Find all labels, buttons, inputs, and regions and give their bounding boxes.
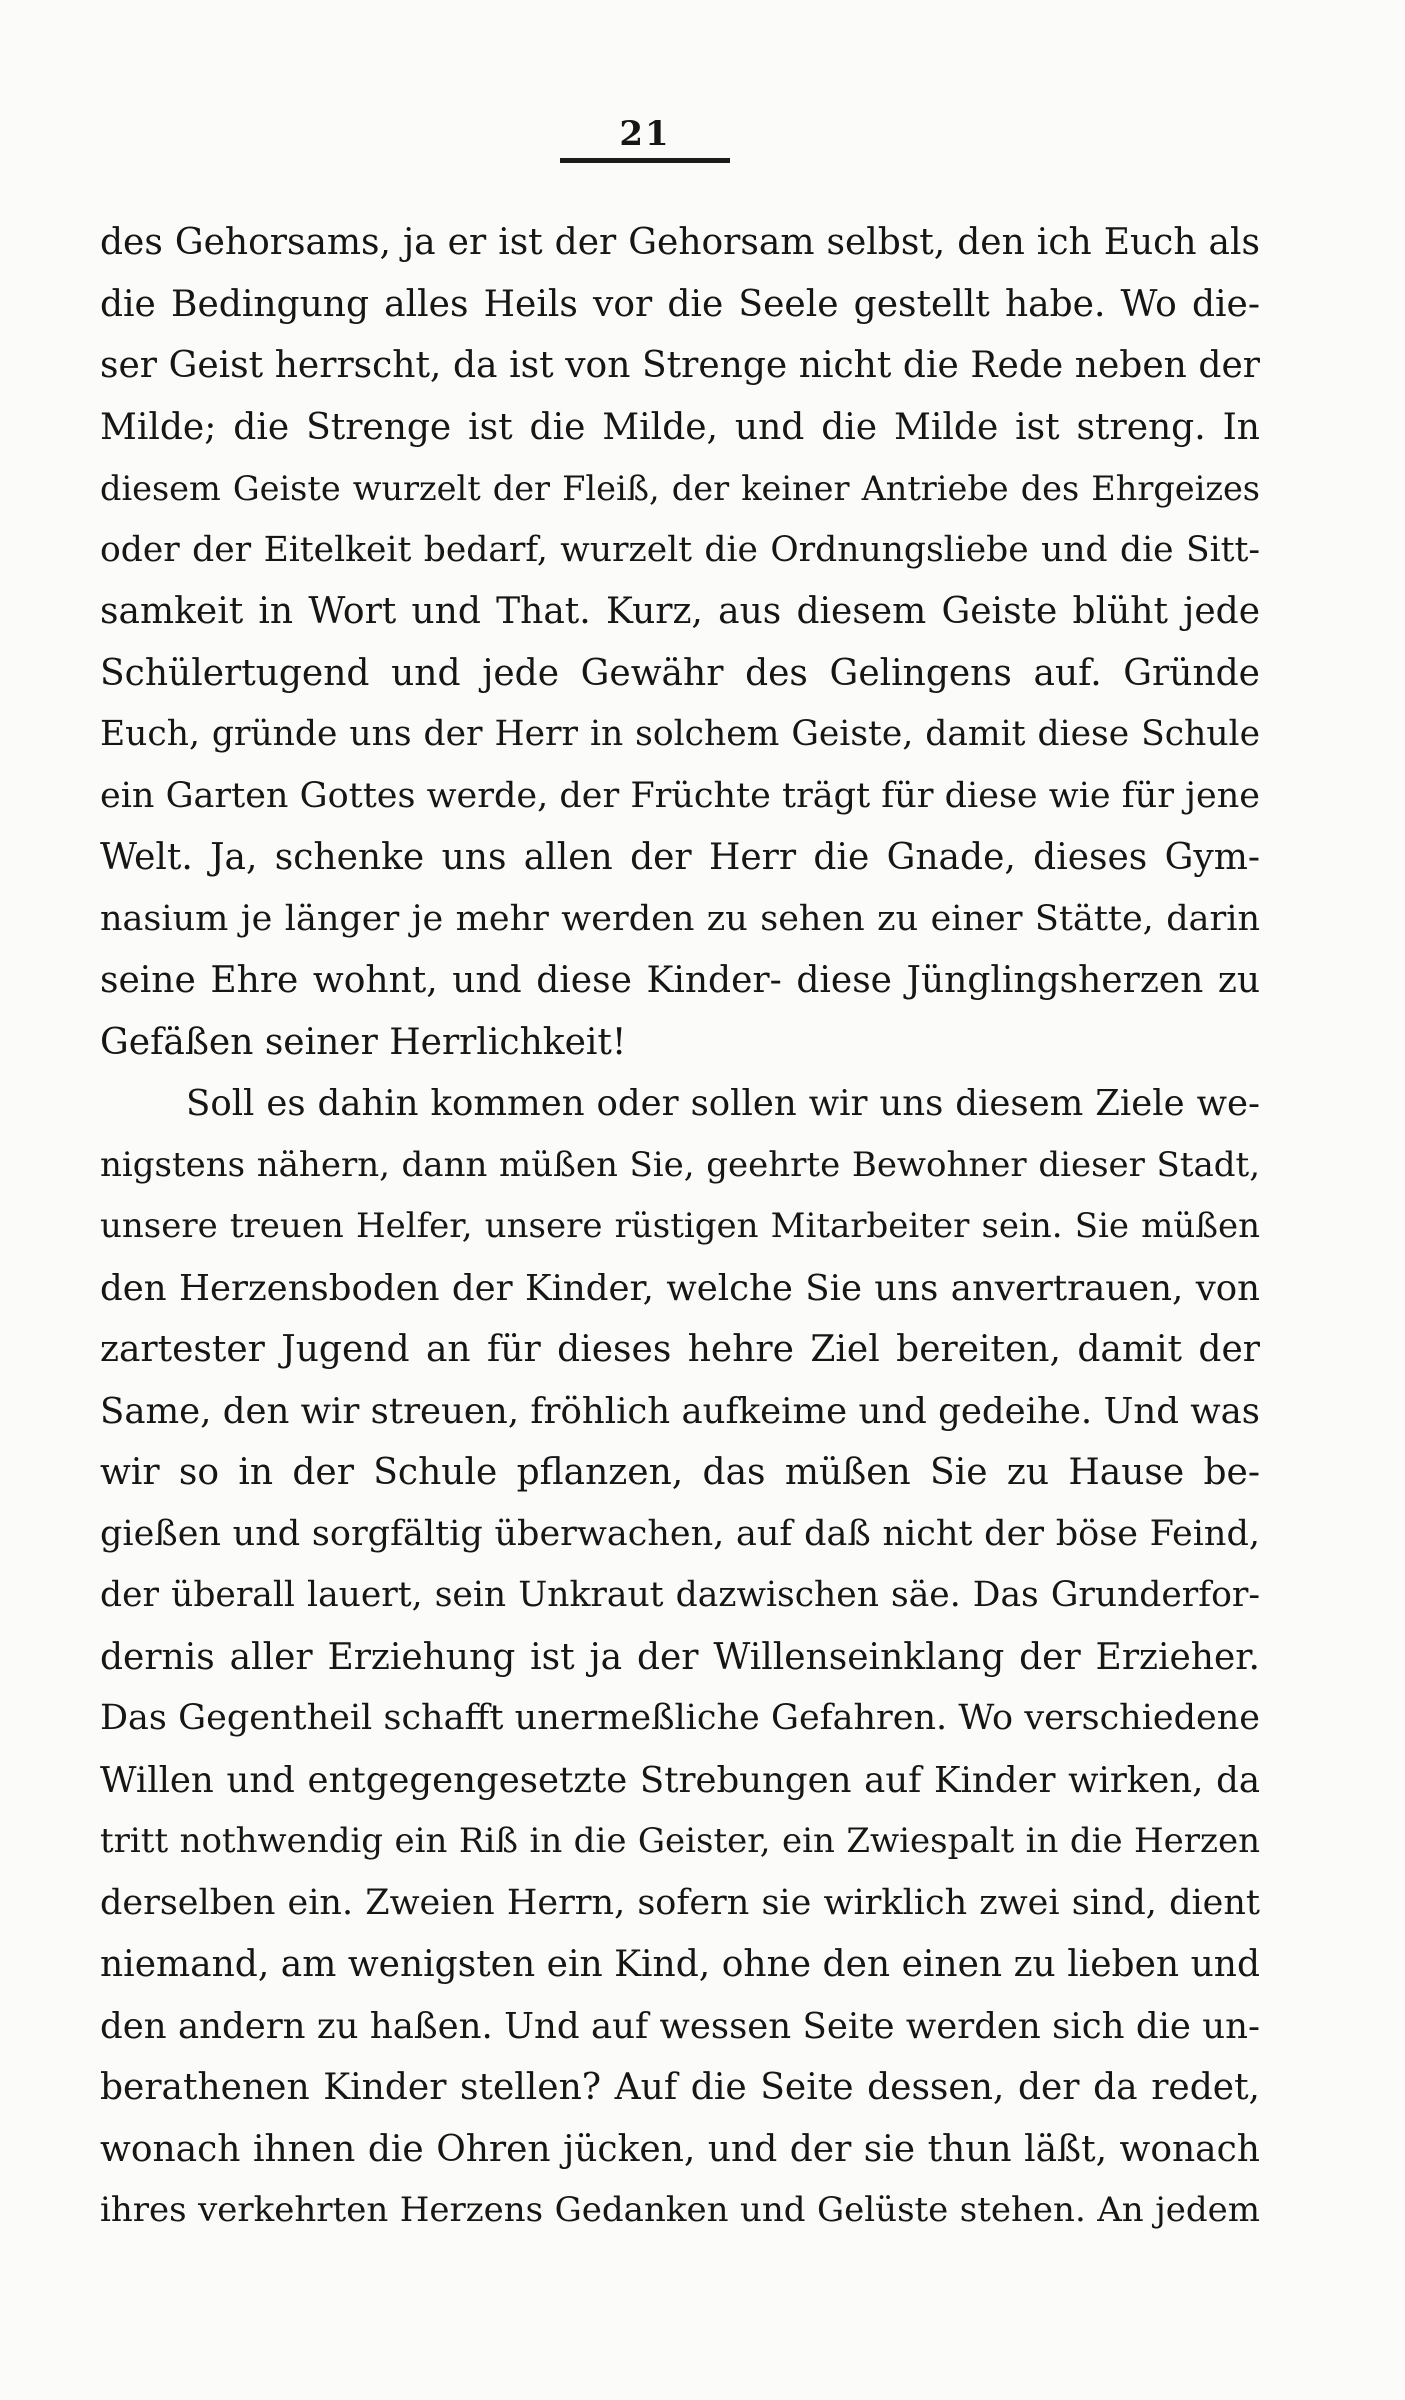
text-line: tritt nothwendig ein Riß in die Geister, ein Zwiespalt in die Herzen	[100, 1821, 1260, 1861]
text-line: die Bedingung alles Heils vor die Seele gestellt habe. Wo die-	[100, 283, 1260, 325]
header-rule	[560, 158, 730, 163]
paragraph	[100, 212, 1260, 1073]
text-line: gießen und sorgfältig überwachen, auf daß nicht der böse Feind,	[100, 1513, 1260, 1554]
text-line: seine Ehre wohnt, und diese Kinder- diese Jünglingsherzen zu	[100, 960, 1260, 1001]
text-line: diesem Geiste wurzelt der Fleiß, der keiner Antriebe des Ehrgeizes	[100, 469, 1260, 508]
page-header	[560, 112, 730, 163]
text-line: dernis aller Erziehung ist ja der Willenseinklang der Erzieher.	[100, 1636, 1260, 1678]
text-line: Willen und entgegengesetzte Strebungen auf Kinder wirken, da	[100, 1759, 1260, 1801]
text-line: nigstens nähern, dann müßen Sie, geehrte Bewohner dieser Stadt,	[100, 1144, 1260, 1185]
text-line: derselben ein. Zweien Herrn, sofern sie wirklich zwei sind, dient	[100, 1882, 1260, 1923]
text-line: nasium je länger je mehr werden zu sehen zu einer Stätte, darin	[100, 898, 1260, 939]
text-line: der überall lauert, sein Unkraut dazwischen säe. Das Grunderfor-	[100, 1575, 1260, 1615]
text-line: Welt. Ja, schenke uns allen der Herr die Gnade, dieses Gym-	[100, 837, 1260, 878]
text-line: ihres verkehrten Herzens Gedanken und Gelüste stehen. An jedem	[100, 2190, 1260, 2230]
text-line: Schülertugend und jede Gewähr des Gelingens auf. Gründe	[100, 652, 1260, 694]
text-line: den Herzensboden der Kinder, welche Sie uns anvertrauen, von	[100, 1267, 1260, 1309]
text-line: unsere treuen Helfer, unsere rüstigen Mitarbeiter sein. Sie müßen	[100, 1206, 1260, 1246]
text-line: ser Geist herrscht, da ist von Strenge nicht die Rede neben der	[100, 345, 1260, 386]
text-line: Euch, gründe uns der Herr in solchem Geiste, damit diese Schule	[100, 714, 1260, 754]
text-line: wir so in der Schule pflanzen, das müßen Sie zu Hause be-	[100, 1452, 1260, 1493]
text-line: wonach ihnen die Ohren jücken, und der sie thun läßt, wonach	[100, 2128, 1260, 2170]
text-line: samkeit in Wort und That. Kurz, aus diesem Geiste blüht jede	[100, 591, 1260, 632]
text-line: Same, den wir streuen, fröhlich aufkeime und gedeihe. Und was	[100, 1390, 1260, 1432]
text-line: Milde; die Strenge ist die Milde, und die Milde ist streng. In	[100, 406, 1260, 448]
text-line: Gefäßen seiner Herrlichkeit!	[100, 1021, 627, 1063]
text-line: den andern zu haßen. Und auf wessen Seite werden sich die un-	[100, 2005, 1260, 2047]
body-text	[100, 212, 1260, 2242]
text-line: Soll es dahin kommen oder sollen wir uns diesem Ziele we-	[186, 1083, 1260, 1124]
text-line: des Gehorsams, ja er ist der Gehorsam selbst, den ich Euch als	[100, 222, 1260, 263]
text-line: Das Gegentheil schafft unermeßliche Gefahren. Wo verschiedene	[100, 1698, 1260, 1738]
text-line: zartester Jugend an für dieses hehre Ziel bereiten, damit der	[100, 1329, 1260, 1370]
page-number: 21	[619, 114, 671, 154]
text-line: niemand, am wenigsten ein Kind, ohne den einen zu lieben und	[100, 1944, 1260, 1985]
paragraph	[100, 1073, 1260, 2242]
text-line: oder der Eitelkeit bedarf, wurzelt die Ordnungsliebe und die Sitt-	[100, 529, 1260, 570]
text-line: berathenen Kinder stellen? Auf die Seite dessen, der da redet,	[100, 2067, 1260, 2108]
text-line: ein Garten Gottes werde, der Früchte trägt für diese wie für jene	[100, 775, 1260, 816]
